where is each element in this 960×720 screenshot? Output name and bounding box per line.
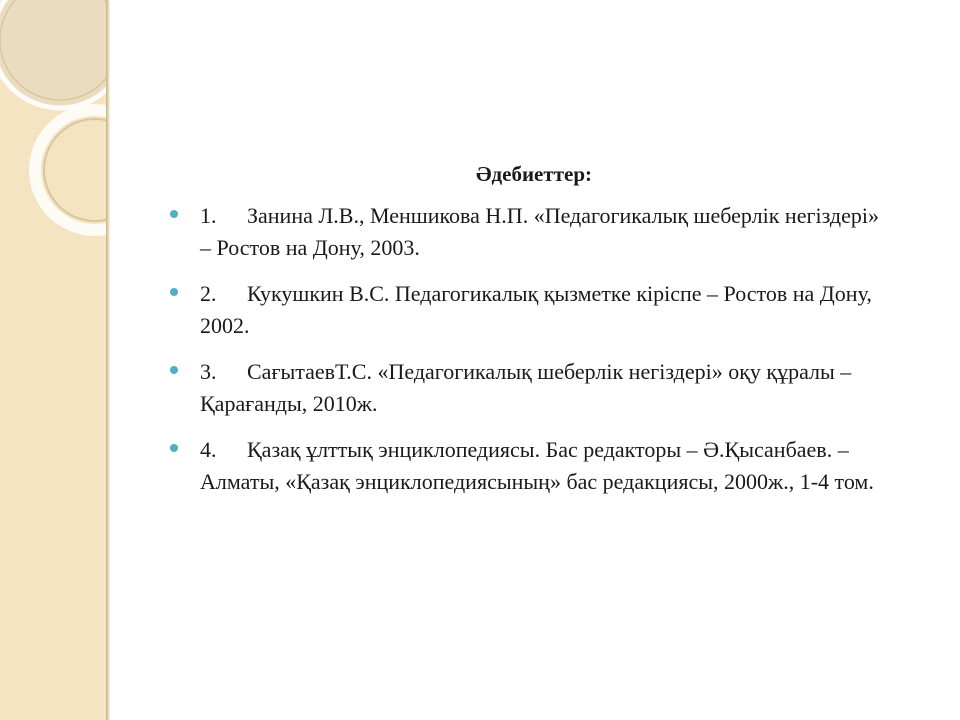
bullet-icon: [170, 444, 178, 452]
item-text: Занина Л.В., Меншикова Н.П. «Педагогикалық шеберлік негіздері» – Ростов на Дону, 2003.: [200, 203, 879, 260]
item-text: СағытаевТ.С. «Педагогикалық шеберлік негіздері» оқу құралы – Қарағанды, 2010ж.: [200, 359, 852, 416]
side-panel-edge: [106, 0, 110, 720]
item-text: Қазақ ұлттық энциклопедиясы. Бас редакторы – Ә.Қысанбаев. – Алматы, «Қазақ энциклопедиясының» бас редакциясы, 2000ж., 1-4 том.: [200, 437, 874, 494]
list-item: [170, 356, 890, 420]
bullet-icon: [170, 366, 178, 374]
item-number: 4.: [200, 437, 217, 462]
item-number: 2.: [200, 281, 217, 306]
bullet-icon: [170, 288, 178, 296]
item-number: 3.: [200, 359, 217, 384]
bullet-icon: [170, 210, 178, 218]
decorative-circles-icon: [0, 0, 106, 260]
list-item: [170, 434, 890, 498]
list-item: [170, 200, 890, 264]
item-text: Кукушкин В.С. Педагогикалық қызметке кіріспе – Ростов на Дону, 2002.: [200, 281, 872, 338]
item-number: 1.: [200, 203, 217, 228]
decorative-side-panel: [0, 0, 106, 720]
reference-list: [170, 200, 890, 512]
list-item: [170, 278, 890, 342]
slide-title: Әдебиеттер:: [476, 162, 593, 186]
